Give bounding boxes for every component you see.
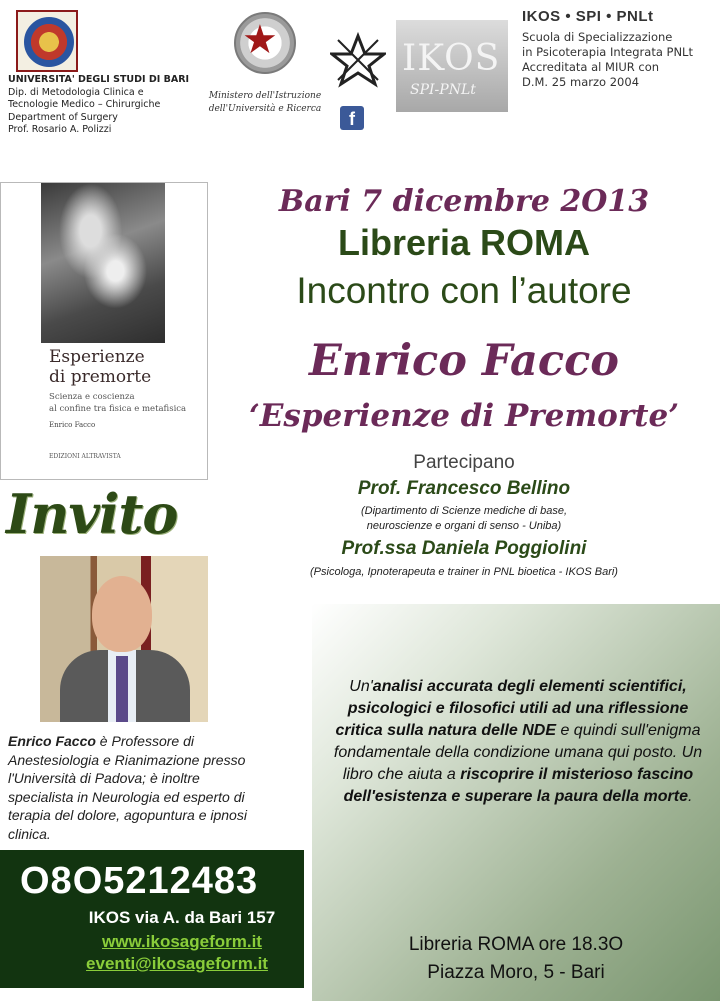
book-cover: [0, 182, 208, 480]
desc-highlight: analisi accurata degli elementi scientifici, psicologici e filosofici utili ad una riflessione critica sulla natura delle NDE: [335, 678, 689, 739]
participant-desc-line: (Dipartimento di Scienze mediche di base,: [360, 505, 568, 517]
website-link[interactable]: www.ikosageform.it: [102, 932, 262, 951]
university-name: UNIVERSITA' DEGLI STUDI DI BARI: [8, 74, 190, 85]
contact-address: IKOS via A. da Bari 157: [88, 908, 276, 927]
university-dept-line: Dip. di Metodologia Clinica e: [8, 86, 144, 98]
desc-text: .: [687, 788, 693, 805]
facebook-icon[interactable]: f: [340, 106, 364, 130]
university-dept-line: Tecnologie Medico – Chirurgiche: [8, 99, 161, 110]
invito-title: Invito: [6, 482, 178, 546]
ikos-logo-subtext: SPI-PNLt: [410, 82, 476, 98]
university-seal-logo: [16, 10, 78, 72]
university-dept-line: Prof. Rosario A. Polizzi: [8, 124, 112, 135]
event-date: Bari 7 dicembre 2O13: [278, 184, 650, 219]
star-logo-icon: [330, 32, 386, 88]
desc-text: e quindi sull'enigma fondamentale della condizione umana qui posto. Un libro che aiuta a: [333, 722, 703, 783]
event-book-title: ‘Esperienze di Premorte’: [248, 398, 680, 434]
book-publisher: EDIZIONI ALTRAVISTA: [49, 453, 121, 460]
event-venue: Libreria ROMA: [337, 222, 591, 263]
ikos-desc-line: D.M. 25 marzo 2004: [522, 75, 640, 89]
ikos-description: [522, 30, 720, 90]
ikos-logo-text: IKOS: [402, 38, 501, 79]
email-link[interactable]: eventi@ikosageform.it: [86, 954, 268, 973]
book-title-line: Esperienze: [49, 347, 145, 367]
book-subtitle-line: al confine tra fisica e metafisica: [49, 404, 187, 414]
bio-text: è Professore di Anestesiologia e Rianimazione presso l'Università di Padova; è inoltre specialista in Neurologia ed esperto di terapia del dolore, agopuntura e ipnosi clinica.: [8, 733, 247, 842]
event-author: Enrico Facco: [309, 336, 619, 386]
contact-phone[interactable]: O8O5212483: [20, 860, 259, 902]
participant-description: [208, 504, 720, 534]
star-icon: ★: [242, 17, 278, 63]
book-title-line: di premorte: [49, 367, 152, 387]
book-author: Enrico Facco: [49, 421, 96, 429]
participant-description: (Psicologa, Ipnoterapeuta e trainer in PNL bioetica - IKOS Bari): [310, 566, 618, 578]
ministry-caption: dell'Università e Ricerca: [208, 104, 322, 114]
ikos-desc-line: in Psicoterapia Integrata PNLt: [522, 45, 693, 59]
participant-name: Prof. Francesco Bellino: [357, 478, 571, 499]
desc-text: Un': [349, 678, 373, 695]
bio-author-name: Enrico Facco: [8, 733, 96, 749]
university-info: [8, 74, 208, 137]
book-description: [322, 676, 714, 808]
participants-label: Partecipano: [413, 452, 515, 473]
ikos-logo: [396, 20, 508, 112]
book-cover-photo: [41, 183, 165, 343]
desc-highlight: riscoprire il misterioso fascino dell'esistenza e superare la paura della morte: [343, 766, 694, 805]
participant-name: Prof.ssa Daniela Poggiolini: [341, 538, 587, 559]
event-headline: Incontro con l’autore: [296, 270, 632, 311]
ikos-desc-line: Scuola di Specializzazione: [522, 30, 673, 44]
book-subtitle-line: Scienza e coscienza: [49, 392, 135, 402]
venue-time: Libreria ROMA ore 18.3O: [408, 934, 624, 955]
university-dept-line: Department of Surgery: [8, 111, 118, 123]
author-bio: [8, 732, 248, 843]
ministry-logo: [206, 12, 324, 122]
ministry-caption: Ministero dell'Istruzione: [208, 91, 322, 101]
ikos-title: IKOS • SPI • PNLt: [522, 8, 654, 25]
participant-desc-line: neuroscienze e organi di senso - Uniba): [366, 520, 562, 532]
venue-address: Piazza Moro, 5 - Bari: [427, 962, 605, 983]
author-portrait: [40, 556, 208, 722]
ikos-desc-line: Accreditata al MIUR con: [522, 60, 660, 74]
